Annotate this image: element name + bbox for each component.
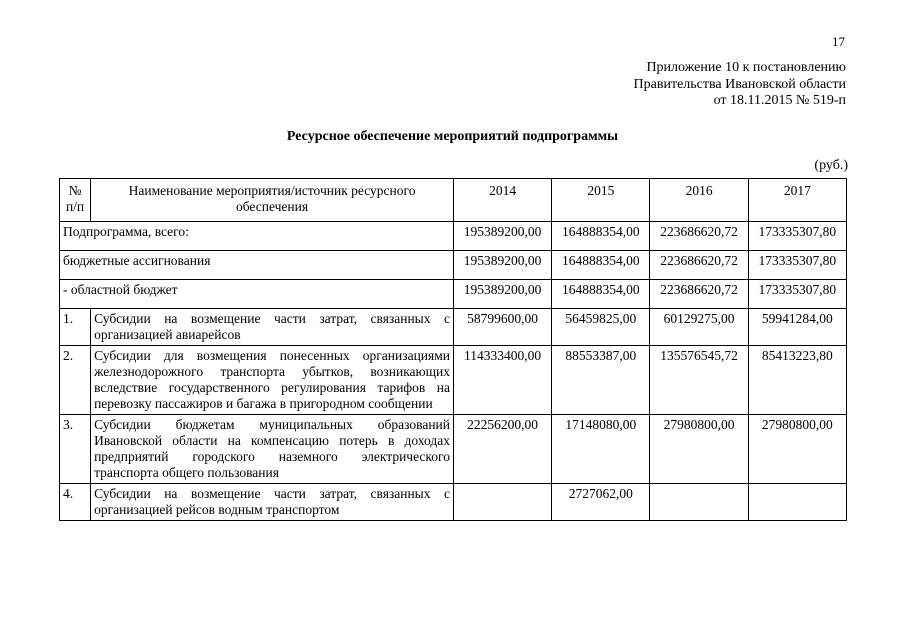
page-number: 17 [832,34,845,49]
cell-2016 [650,484,748,521]
table-row-item-3 [60,415,847,484]
header-year-2017: 2017 [748,179,846,222]
cell-2015: 17148080,00 [552,415,650,484]
cell-2017: 173335307,80 [748,222,846,251]
cell-2017 [748,484,846,521]
cell-2015: 56459825,00 [552,309,650,346]
cell-2016: 223686620,72 [650,280,748,309]
cell-2017: 27980800,00 [748,415,846,484]
currency-unit: (руб.) [814,158,848,173]
cell-2014: 195389200,00 [454,280,552,309]
appendix-line-2: Правительства Ивановской области [633,76,846,92]
cell-2017: 173335307,80 [748,280,846,309]
table-row-item-2 [60,346,847,415]
cell-2015: 88553387,00 [552,346,650,415]
document-title: Ресурсное обеспечение мероприятий подпрограммы [286,129,619,144]
table-row-regional-budget [60,280,847,309]
appendix-reference [634,60,846,110]
cell-2017: 59941284,00 [748,309,846,346]
item-name: Субсидии на возмещение части затрат, связанных с организацией рейсов водным транспортом [91,484,454,521]
cell-2014: 58799600,00 [454,309,552,346]
cell-2015: 164888354,00 [552,280,650,309]
row-label: Подпрограмма, всего: [60,222,454,251]
item-number: 2. [60,346,91,415]
header-year-2016: 2016 [650,179,748,222]
cell-2014: 114333400,00 [454,346,552,415]
cell-2014: 22256200,00 [454,415,552,484]
header-number: № п/п [60,179,91,222]
item-name: Субсидии на возмещение части затрат, связанных с организацией авиарейсов [91,309,454,346]
row-label: - областной бюджет [60,280,454,309]
header-year-2015: 2015 [552,179,650,222]
cell-2016: 135576545,72 [650,346,748,415]
cell-2014: 195389200,00 [454,222,552,251]
item-name: Субсидии бюджетам муниципальных образований Ивановской области на компенсацию потерь в доходах предприятий городского наземного электрического транспорта общего пользования [91,415,454,484]
cell-2015: 164888354,00 [552,222,650,251]
table-header-row [60,179,847,222]
cell-2014 [454,484,552,521]
cell-2015: 164888354,00 [552,251,650,280]
cell-2014: 195389200,00 [454,251,552,280]
item-name: Субсидии для возмещения понесенных организациями железнодорожного транспорта убытков, возникающих вследствие государственного регулирования тарифов на перевозку пассажиров и багажа в пригородном сообщении [91,346,454,415]
appendix-line-3: от 18.11.2015 № 519-п [713,93,846,108]
header-year-2014: 2014 [454,179,552,222]
table-row-subprogram-total [60,222,847,251]
cell-2017: 173335307,80 [748,251,846,280]
cell-2016: 27980800,00 [650,415,748,484]
cell-2016: 60129275,00 [650,309,748,346]
cell-2017: 85413223,80 [748,346,846,415]
item-number: 4. [60,484,91,521]
cell-2015: 2727062,00 [552,484,650,521]
cell-2016: 223686620,72 [650,222,748,251]
item-number: 1. [60,309,91,346]
row-label: бюджетные ассигнования [60,251,454,280]
table-row-item-1 [60,309,847,346]
table-row-item-4 [60,484,847,521]
table-row-budget-allocations [60,251,847,280]
resource-table [59,178,847,521]
cell-2016: 223686620,72 [650,251,748,280]
item-number: 3. [60,415,91,484]
header-name: Наименование мероприятия/источник ресурсного обеспечения [91,179,454,222]
appendix-line-1: Приложение 10 к постановлению [646,60,846,75]
